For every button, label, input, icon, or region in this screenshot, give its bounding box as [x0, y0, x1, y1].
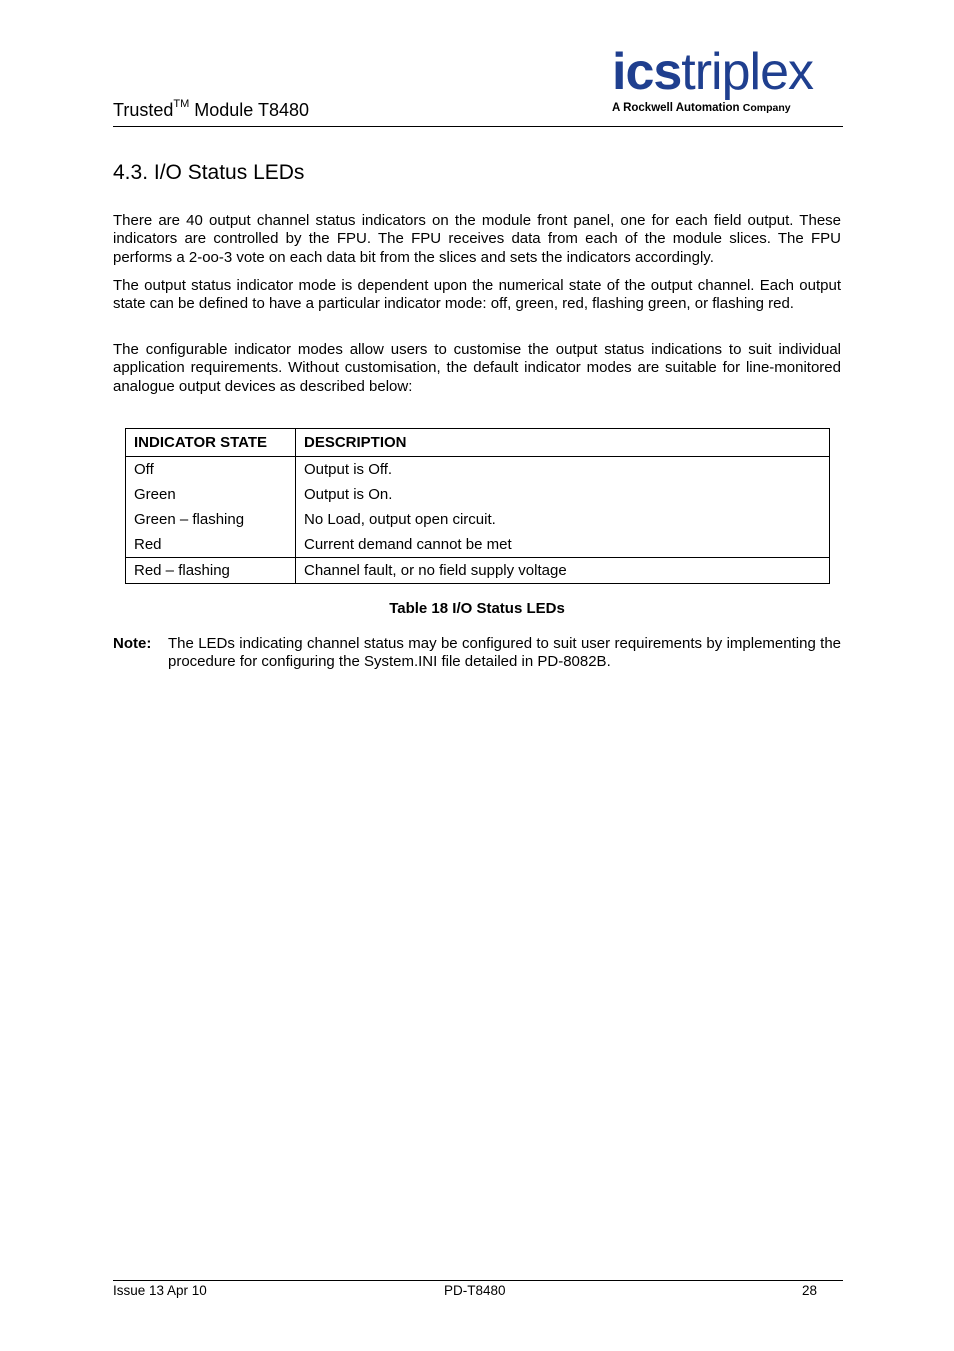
- description-cell: No Load, output open circuit.: [296, 507, 830, 532]
- table-header-row: [126, 429, 830, 457]
- paragraph-2: The output status indicator mode is dependent upon the numerical state of the output channel. Each output state can be defined to have a particular indicator mode: off, green, red, flashing green, or flashing red.: [113, 277, 841, 313]
- ics-triplex-logo: [612, 44, 844, 122]
- trademark-superscript: TM: [173, 98, 190, 110]
- paragraph-3: The configurable indicator modes allow users to customise the output status indications to suit individual application requirements. Without customisation, the default indicator modes are suitable for line-monitored analogue output devices as described below:: [113, 341, 841, 395]
- section-title: 4.3. I/O Status LEDs: [113, 161, 305, 184]
- indicator-state-cell: Off: [126, 457, 296, 483]
- note-label: Note:: [113, 635, 152, 652]
- indicator-state-cell: Green: [126, 482, 296, 507]
- logo-wordmark: [612, 44, 813, 100]
- footer-issue: Issue 13 Apr 10: [113, 1283, 207, 1298]
- column-header-description: DESCRIPTION: [296, 429, 830, 457]
- indicator-state-cell: Green – flashing: [126, 507, 296, 532]
- logo-tagline: [612, 102, 791, 114]
- footer-divider: [113, 1280, 843, 1281]
- header-title: [113, 100, 309, 121]
- paragraph-1: There are 40 output channel status indicators on the module front panel, one for each field output. These indicators are controlled by the FPU. The FPU receives data from each of the module slices. The FPU performs a 2-oo-3 vote on each data bit from the slices and sets the indicators accordingly.: [113, 212, 841, 266]
- header-divider: [113, 126, 843, 127]
- note-text: The LEDs indicating channel status may be configured to suit user requirements by implementing the procedure for configuring the System.INI file detailed in PD-8082B.: [168, 635, 841, 671]
- description-cell: Output is Off.: [296, 457, 830, 483]
- description-cell: Channel fault, or no field supply voltage: [296, 558, 830, 584]
- table-row: [126, 482, 830, 507]
- logo-tagline-small: Company: [742, 102, 791, 114]
- footer-doc-id: PD-T8480: [444, 1283, 506, 1298]
- logo-triplex: triplex: [681, 43, 814, 101]
- indicator-state-cell: Red: [126, 532, 296, 558]
- table-row: [126, 507, 830, 532]
- column-header-indicator-state: INDICATOR STATE: [126, 429, 296, 457]
- table-caption: Table 18 I/O Status LEDs: [389, 600, 565, 617]
- table-row: [126, 457, 830, 483]
- table-row: [126, 532, 830, 558]
- header-title-suffix: Module T8480: [189, 100, 310, 120]
- description-cell: Current demand cannot be met: [296, 532, 830, 558]
- header-title-prefix: Trusted: [113, 100, 174, 120]
- indicator-state-cell: Red – flashing: [126, 558, 296, 584]
- logo-ics: ics: [612, 43, 682, 101]
- logo-tagline-main: A Rockwell Automation: [612, 102, 740, 114]
- footer-page-number: 28: [802, 1283, 818, 1298]
- table-row: [126, 558, 830, 584]
- io-status-table: [125, 428, 830, 584]
- description-cell: Output is On.: [296, 482, 830, 507]
